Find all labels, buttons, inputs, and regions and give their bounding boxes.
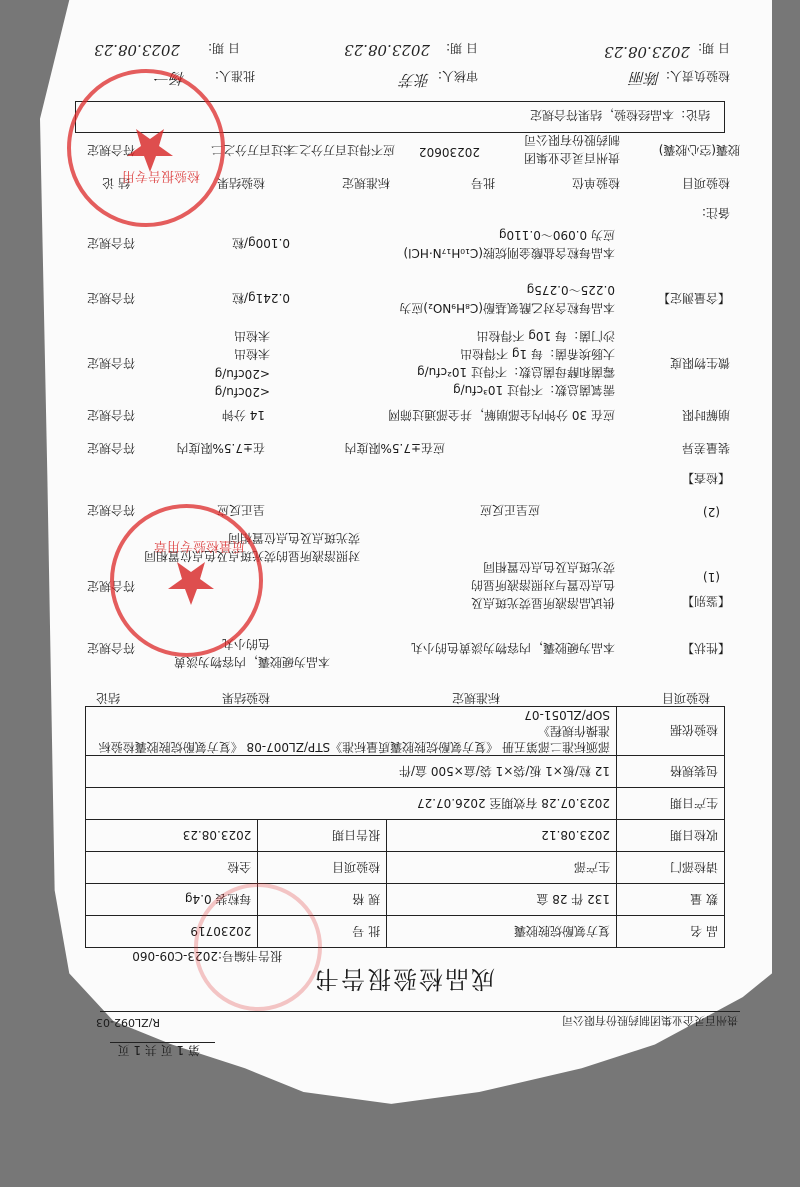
approver-signature: 杨一 xyxy=(154,69,185,87)
info-value: 20230719 xyxy=(86,916,258,948)
result-text: <20cfu/g xyxy=(214,367,270,381)
result-text: 对照溶液所显的荧光斑点及色点位置相同 xyxy=(143,549,360,563)
page-rule xyxy=(110,1042,215,1043)
star-icon xyxy=(118,512,263,657)
star-icon xyxy=(75,77,225,227)
standard-text: 应为 0.090～0.110g xyxy=(498,228,615,242)
result-text: 14 分钟 xyxy=(221,408,265,422)
company-stamp xyxy=(67,69,225,227)
info-label: 请检部门 xyxy=(617,852,725,884)
approver-label: 批准人: xyxy=(214,69,255,83)
conclusion-text: 符合规定 xyxy=(86,579,135,593)
date-label: 日 期: xyxy=(446,41,478,55)
conclusion-text: 符合规定 xyxy=(86,641,135,655)
info-label: 包装规格 xyxy=(617,756,725,788)
result-text: 本品为硬胶囊，内容物为淡黄 xyxy=(173,655,330,669)
remarks-col-header: 批号 xyxy=(470,176,495,190)
info-label: 检验依据 xyxy=(617,707,725,756)
conclusion-text: 符合规定 xyxy=(86,291,135,305)
remarks-cell: 20230602 xyxy=(418,145,480,159)
page-title: 成品检验报告书 xyxy=(313,965,495,993)
result-text: 呈正反应 xyxy=(216,503,265,517)
standard-text: 本品每粒含盐酸金刚烷胺(C₁₀H₁₇N·HCl) xyxy=(403,246,615,260)
section-traits: 【性状】 xyxy=(681,641,730,655)
info-label: 品 名 xyxy=(617,916,725,948)
conclusion-text: 符合规定 xyxy=(86,236,135,250)
reviewer-date: 2023.08.23 xyxy=(344,41,430,59)
form-code: R/ZL092-03 xyxy=(96,1016,160,1029)
approver-date: 2023.08.23 xyxy=(94,41,180,59)
result-text: 未检出 xyxy=(233,329,270,343)
standard-text: 本品为硬胶囊，内容物为淡黄色的小丸 xyxy=(410,641,615,655)
reviewer-signature: 张芳 xyxy=(399,71,430,89)
inspection-stamp xyxy=(110,504,263,657)
info-value: 2023.07.28 有效期至 2026.07.27 xyxy=(86,788,617,820)
inspection-stamp-text: 质量检验专用章 xyxy=(153,538,245,553)
info-row xyxy=(86,756,725,788)
result-text: 0.100g/粒 xyxy=(231,236,290,250)
basis-line: SOP/ZL051-07 xyxy=(524,708,610,722)
company-stamp-text: 检验报告专用 xyxy=(121,168,200,183)
item-name: 装量差异 xyxy=(681,441,730,455)
item-number: (1) xyxy=(703,570,720,584)
remarks-col-header: 检验单位 xyxy=(571,176,620,190)
col-header-standard: 标准规定 xyxy=(451,691,500,705)
item-name: 微生物限度 xyxy=(669,356,730,370)
info-value: 132 件 28 盒 xyxy=(387,884,617,916)
info-value: 复方氨酚烷胺胶囊 xyxy=(387,916,617,948)
result-text: 0.241g/粒 xyxy=(231,291,290,305)
inspector-signature: 陈丽 xyxy=(629,69,660,87)
date-label: 日 期: xyxy=(698,41,730,55)
info-value: 2023.08.23 xyxy=(86,820,258,852)
header-rule xyxy=(100,1011,740,1012)
remarks-col-header: 检验项目 xyxy=(681,176,730,190)
section-assay: 【含量测定】 xyxy=(657,291,730,305)
remarks-cell: 制药股份有限公司 xyxy=(523,133,620,147)
info-row xyxy=(86,852,725,884)
info-label: 收检日期 xyxy=(617,820,725,852)
standard-text: 荧光斑点及色点位置相同 xyxy=(482,560,615,574)
standard-text: 色点位置与对照溶液所显的 xyxy=(470,578,615,592)
col-header-result: 检验结果 xyxy=(221,691,270,705)
basis-line: 部颁标准二部第五册 《复方氨酚烷胺胶囊质量标准》STP/ZL007-08 《复方氨酚烷胺胶囊检验标准操作规程》 xyxy=(98,724,610,754)
remarks-cell: 贵州百灵企业集团 xyxy=(523,151,620,165)
result-text: 色的小丸 xyxy=(221,637,270,651)
info-label: 生产日期 xyxy=(617,788,725,820)
info-value: 2023.08.12 xyxy=(387,820,617,852)
info-value: 每粒装 0.4g xyxy=(86,884,258,916)
col-header-item: 检验项目 xyxy=(661,691,710,705)
conclusion-text: 符合规定 xyxy=(86,408,135,422)
result-text: 在±7.5%限度内 xyxy=(176,441,265,455)
info-row xyxy=(86,820,725,852)
conclusion-statement: 结论：本品经检验，结果符合规定 xyxy=(529,108,710,122)
item-name: 崩解时限 xyxy=(681,408,730,422)
standard-text: 沙门菌：每 10g 不得检出 xyxy=(476,329,615,343)
reviewer-label: 审核人: xyxy=(437,69,478,83)
remarks-cell: 未过百万分之二 xyxy=(210,143,295,157)
standard-text: 霉菌和酵母菌总数：不得过 10²cfu/g xyxy=(417,365,615,379)
standard-text: 本品每粒含对乙酰氨基酚(C₈H₉NO₂)应为 xyxy=(399,301,615,315)
info-label: 规 格 xyxy=(258,884,387,916)
standard-text: 大肠埃希菌：每 1g 不得检出 xyxy=(460,347,615,361)
info-row xyxy=(86,707,725,756)
remarks-col-header: 标准规定 xyxy=(341,176,390,190)
remarks-col-header: 结 论 xyxy=(102,176,130,190)
info-value: 全检 xyxy=(86,852,258,884)
item-number: (2) xyxy=(703,505,720,519)
page-count: 第 1 页 共 1 页 xyxy=(117,1043,200,1057)
info-row xyxy=(86,884,725,916)
inspector-label: 检验负责人: xyxy=(665,69,730,83)
info-value: 12 粒/板×1 板/袋×1 袋/盒×500 盒/件 xyxy=(86,756,617,788)
conclusion-text: 符合规定 xyxy=(86,441,135,455)
section-identification: 【鉴别】 xyxy=(681,594,730,608)
standard-text: 0.225～0.275g xyxy=(526,283,615,297)
info-table xyxy=(85,706,725,948)
info-row xyxy=(86,788,725,820)
conclusion-text: 符合规定 xyxy=(86,503,135,517)
faint-stamp xyxy=(194,883,322,1011)
conclusion-text: 符合规定 xyxy=(86,356,135,370)
remarks-cell: 符合规定 xyxy=(86,143,135,157)
standard-text: 应呈正反应 xyxy=(479,503,540,517)
date-label: 日 期: xyxy=(208,41,240,55)
inspector-date: 2023.08.23 xyxy=(604,43,690,61)
standard-text: 应在±7.5%限度内 xyxy=(344,441,445,455)
section-inspection: 【检查】 xyxy=(681,471,730,485)
report-number: 报告书编号:2023-C09-060 xyxy=(132,949,282,963)
info-label: 检验项目 xyxy=(258,852,387,884)
info-label: 批 号 xyxy=(258,916,387,948)
remarks-label: 备注: xyxy=(701,206,730,220)
info-label: 数 量 xyxy=(617,884,725,916)
standard-text: 应在 30 分钟内全部崩解，并全部通过筛网 xyxy=(388,408,615,422)
standard-text: 需氧菌总数：不得过 10³cfu/g xyxy=(453,383,615,397)
result-text: 荧光斑点及色点位置相同 xyxy=(227,531,360,545)
info-value: 生产部 xyxy=(387,852,617,884)
result-text: 未检出 xyxy=(233,347,270,361)
company-header: 贵州百灵企业集团制药股份有限公司 xyxy=(562,1014,738,1027)
remarks-cell: 应不得过百万分之二 xyxy=(286,143,395,157)
col-header-conclusion: 结论 xyxy=(95,691,120,705)
info-value xyxy=(86,707,617,756)
remarks-cell: 胶囊(空心胶囊) xyxy=(658,143,740,157)
info-label: 报告日期 xyxy=(258,820,387,852)
standard-text: 供试品溶液所显荧光斑点及 xyxy=(470,596,615,610)
remarks-col-header: 检验结果 xyxy=(216,176,265,190)
info-row xyxy=(86,916,725,948)
result-text: <20cfu/g xyxy=(214,385,270,399)
